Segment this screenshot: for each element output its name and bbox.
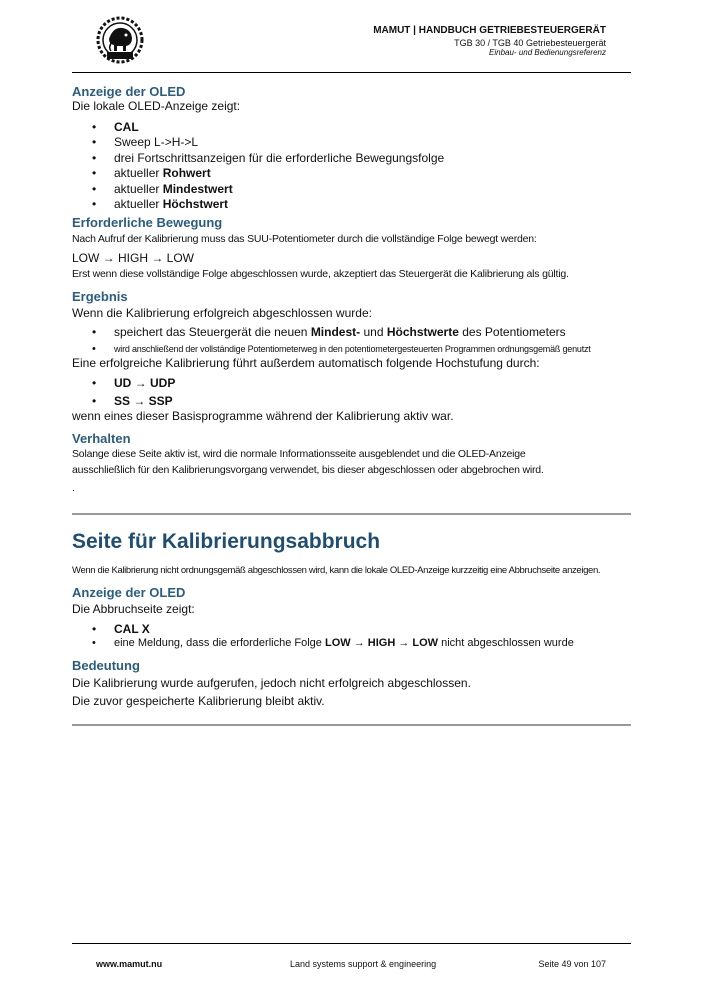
paragraph-abort-intro: Wenn die Kalibrierung nicht ordnungsgemäß abgeschlossen wird, kann die lokale OLED-Anzeige kurzzeitig eine Abbruchseite anzeigen. (72, 565, 601, 576)
paragraph-result: Wenn die Kalibrierung erfolgreich abgeschlossen wurde: (72, 306, 372, 320)
heading-behaviour: Verhalten (72, 431, 131, 446)
page-number: Seite 49 von 107 (538, 959, 606, 969)
paragraph-movement-validity: Erst wenn diese vollständige Folge abgeschlossen wurde, akzeptiert das Steuergerät die Kalibrierung als gültig. (72, 268, 569, 280)
paragraph-upgrade-condition: wenn eines dieser Basisprogramme während der Kalibrierung aktiv war. (72, 409, 454, 423)
paragraph-movement: Nach Aufruf der Kalibrierung muss das SUU-Potentiometer durch die vollständige Folge bewegt werden: (72, 233, 537, 245)
section-divider (72, 513, 631, 515)
heading-oled-display-abort: Anzeige der OLED (72, 585, 186, 600)
list-item: • speichert das Steuergerät die neuen Mindest- und Höchstwerte des Potentiometers (92, 325, 566, 339)
section-divider (72, 724, 631, 726)
list-item: • wird anschließend der vollständige Potentiometerweg in den potentiometergesteuerten Programmen ordnungsgemäß genutzt (92, 343, 591, 355)
heading-oled-display: Anzeige der OLED (72, 84, 186, 99)
paragraph-behaviour-2: ausschließlich für den Kalibrierungsvorgang verwendet, bis dieser abgeschlossen oder abgebrochen wird. (72, 464, 544, 476)
footer-divider (72, 943, 631, 944)
heading-required-movement: Erforderliche Bewegung (72, 215, 223, 230)
stray-dot: . (72, 482, 75, 494)
header-subtitle: TGB 30 / TGB 40 Getriebesteuergerät (454, 38, 606, 48)
paragraph-meaning-2: Die zuvor gespeicherte Kalibrierung bleibt aktiv. (72, 694, 325, 708)
list-item: • UD → UDP (92, 376, 176, 390)
footer-tagline: Land systems support & engineering (290, 959, 437, 969)
list-item: • aktueller Höchstwert (92, 197, 229, 211)
list-item: • CAL (92, 120, 139, 134)
list-item: • eine Meldung, dass die erforderliche Folge LOW → HIGH → LOW nicht abgeschlossen wurde (92, 637, 574, 649)
list-item: • Sweep L->H->L (92, 135, 199, 149)
header-title: MAMUT | HANDBUCH GETRIEBESTEUERGERÄT (373, 25, 606, 36)
list-item: • SS → SSP (92, 394, 173, 408)
paragraph-upgrade: Eine erfolgreiche Kalibrierung führt außerdem automatisch folgende Hochstufung durch: (72, 356, 540, 370)
list-item: • aktueller Mindestwert (92, 182, 233, 196)
movement-sequence: LOW → HIGH → LOW (72, 251, 195, 265)
section-title: Seite für Kalibrierungsabbruch (72, 530, 381, 553)
paragraph-oled-intro: Die lokale OLED-Anzeige zeigt: (72, 99, 241, 113)
heading-meaning: Bedeutung (72, 658, 140, 673)
paragraph-abort-page: Die Abbruchseite zeigt: (72, 602, 195, 616)
list-item: • CAL X (92, 622, 150, 636)
footer-website-link[interactable]: www.mamut.nu (96, 959, 163, 969)
paragraph-meaning-1: Die Kalibrierung wurde aufgerufen, jedoch nicht erfolgreich abgeschlossen. (72, 676, 471, 690)
header-subtitle-2: Einbau- und Bedienungsreferenz (489, 48, 606, 57)
mamut-logo (95, 15, 145, 65)
list-item: • drei Fortschrittsanzeigen für die erforderliche Bewegungsfolge (92, 151, 445, 165)
heading-result: Ergebnis (72, 289, 128, 304)
list-item: • aktueller Rohwert (92, 166, 211, 180)
paragraph-behaviour-1: Solange diese Seite aktiv ist, wird die normale Informationsseite ausgeblendet und die OLED-Anzeige (72, 448, 526, 460)
header-divider (72, 72, 631, 73)
